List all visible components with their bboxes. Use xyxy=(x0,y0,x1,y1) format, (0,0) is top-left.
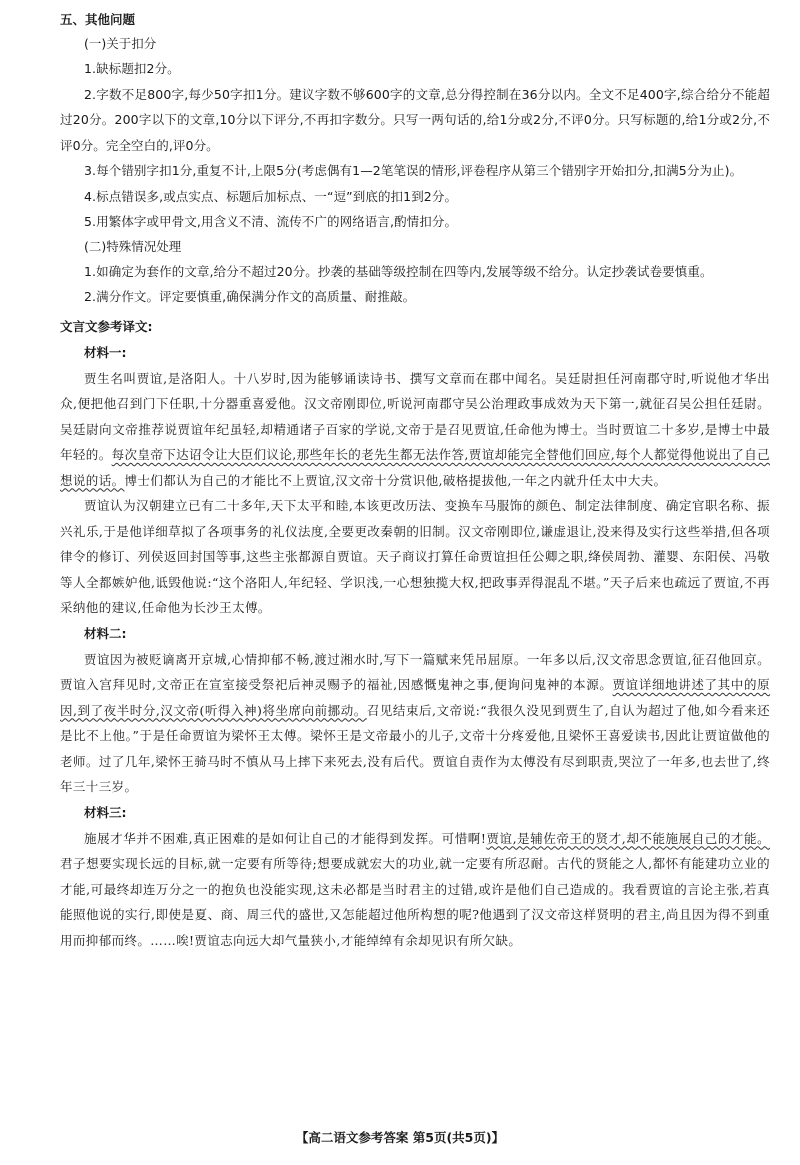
material-1-paragraph-2: 贾谊认为汉朝建立已有二十多年,天下太平和睦,本该更改历法、变换车马服饰的颜色、制定法律制度、确定官职名称、振兴礼乐,于是他详细草拟了各项事务的礼仪法度,全要更改秦朝的旧制。汉文帝刚即位,谦虚退让,没来得及实行这些举措,但各项律令的修订、列侯返回封国等事,这些主张都源自贾谊。天子商议打算任命贾谊担任公卿之职,绛侯周勃、灌婴、东阳侯、冯敬等人全都嫉妒他,诋毁他说:“这个洛阳人,年纪轻、学识浅,一心想独揽大权,把政事弄得混乱不堪。”天子后来也疏远了贾谊,不再采纳他的建议,任命他为长沙王太傅。 xyxy=(60,498,770,615)
wavy-underlined-sentence: 贾谊,是辅佐帝王的贤才,却不能施展自己的才能。 xyxy=(486,830,770,846)
deduct-item-2: 2.字数不足800字,每少50字扣1分。建议字数不够600字的文章,总分得控制在36分以内。全文不足400字,综合给分不能超过20分。200字以下的文章,10分以下评分,不再扣字数分。只写一两句话的,给1分或2分,不评0分。只写标题的,给1分或2分,不评0分。完全空白的,评0分。 xyxy=(60,86,770,153)
wavy-underlined-sentence: 每次皇帝下达诏令让大臣们议论,那些年长的老先生都无法作答,贾谊却能完全替他们回应,每个人都觉得他说出了自己想说的话。 xyxy=(60,447,770,488)
material-3-title: 材料三: xyxy=(84,804,127,820)
page-footer: 【高二语文参考答案 第5页(共5页)】 xyxy=(295,1130,505,1145)
special-subtitle: (二)特殊情况处理 xyxy=(84,238,182,254)
deduct-item-1: 1.缺标题扣2分。 xyxy=(84,61,180,76)
translation-title: 文言文参考译文: xyxy=(60,318,153,334)
wavy-underlined-sentence: 贾谊详细地讲述了其中的原因,到了夜半时分,汉文帝(听得入神)将坐席向前挪动。 xyxy=(60,677,770,718)
deduct-item-3: 3.每个错别字扣1分,重复不计,上限5分(考虑偶有1—2笔笔误的情形,评卷程序从第三个错别字开始扣分,扣满5分为止)。 xyxy=(84,163,743,178)
material-1-title: 材料一: xyxy=(84,344,127,360)
text-segment: 贾谊因为被贬谪离开京城,心情抑郁不畅,渡过湘水时,写下一篇赋来凭吊屈原。一年多以后,汉文帝思念贾谊,征召他回京。贾谊入宫拜见时,文帝正在宣室接受祭祀后神灵赐予的福祉,因感慨鬼神之事,便询问鬼神的本源。 xyxy=(60,651,770,692)
page-content xyxy=(60,8,770,953)
material-2-title: 材料二: xyxy=(84,625,127,641)
section-title: 五、其他问题 xyxy=(60,12,136,27)
deduct-item-4: 4.标点错误多,或点实点、标题后加标点、一“逗”到底的扣1到2分。 xyxy=(84,188,458,204)
material-1-paragraph-1 xyxy=(60,366,770,494)
text-segment: 君子想要实现长远的目标,就一定要有所等待;想要成就宏大的功业,就一定要有所忍耐。古代的贤能之人,都怀有能建功立业的才能,可最终却连万分之一的抱负也没能实现,这未必都是当时君主的过错,或许是他们自己造成的。我看贾谊的言论主张,若真能照他说的实行,即使是夏、商、周三代的盛世,又怎能超过他所构想的呢?他遇到了汉文帝这样贤明的君主,尚且因为得不到重用而抑郁而终。……唉!贾谊志向远大却气量狭小,才能绰绰有余却见识有所欠缺。 xyxy=(60,856,770,948)
text-segment: 施展才华并不困难,真正困难的是如何让自己的才能得到发挥。可惜啊! xyxy=(84,830,487,846)
material-3-paragraph-1 xyxy=(60,826,770,954)
material-2-paragraph-1 xyxy=(60,647,770,800)
text-segment: 召见结束后,文帝说:“我很久没见到贾生了,自认为超过了他,如今看来还是比不上他。”于是任命贾谊为梁怀王太傅。梁怀王是文帝最小的儿子,文帝十分疼爱他,且梁怀王喜爱读书,因此让贾谊做他的老师。过了几年,梁怀王骑马时不慎从马上摔下来死去,没有后代。贾谊自责作为太傅没有尽到职责,哭泣了一年多,也去世了,终年三十三岁。 xyxy=(60,702,770,794)
special-item-1: 1.如确定为套作的文章,给分不超过20分。抄袭的基础等级控制在四等内,发展等级不给分。认定抄袭试卷要慎重。 xyxy=(84,263,713,279)
deduct-item-5: 5.用繁体字或甲骨文,用含义不清、流传不广的网络语言,酌情扣分。 xyxy=(84,214,458,229)
text-segment: 贾生名叫贾谊,是洛阳人。十八岁时,因为能够诵读诗书、撰写文章而在郡中闻名。吴廷尉担任河南郡守时,听说他才华出众,便把他召到门下任职,十分器重喜爱他。汉文帝刚即位,听说河南郡守吴公治理政事成效为天下第一,就征召吴公担任廷尉。吴廷尉向文帝推荐说贾谊年纪虽轻,却精通诸子百家的学说,文帝于是召见贾谊,任命他为博士。当时贾谊二十多岁,是博士中最年轻的。 xyxy=(60,370,770,462)
deduct-subtitle: (一)关于扣分 xyxy=(84,36,157,51)
text-segment: 博士们都认为自己的才能比不上贾谊,汉文帝十分赏识他,破格提拔他,一年之内就升任太中大夫。 xyxy=(124,472,667,488)
special-item-2: 2.满分作文。评定要慎重,确保满分作文的高质量、耐推敲。 xyxy=(84,289,416,304)
